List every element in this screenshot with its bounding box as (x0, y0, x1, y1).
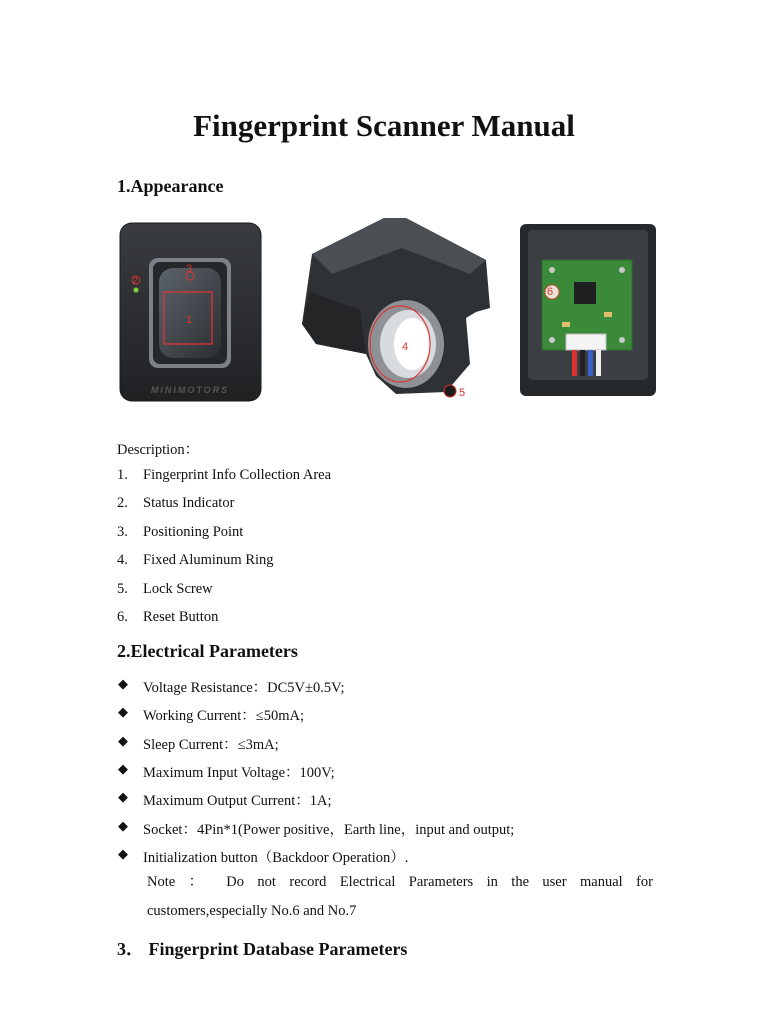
brand-logo: MINIMOTORS (150, 385, 230, 395)
scanner-side-image (296, 214, 492, 404)
bullet-icon: ◆ (118, 704, 128, 719)
callout-2: 2 (132, 275, 139, 287)
scanner-front-image (118, 220, 264, 404)
description-number: 2. (117, 495, 128, 511)
description-item: Reset Button (143, 609, 219, 625)
description-item: Status Indicator (143, 495, 235, 511)
section-heading-database: 3． Fingerprint Database Parameters (117, 939, 408, 959)
callout-6: 6 (547, 286, 554, 298)
parameter-item: Socket：4Pin*1(Power positive，Earth line，input and output; (143, 822, 515, 838)
bullet-icon: ◆ (118, 761, 128, 776)
bullet-icon: ◆ (118, 676, 128, 691)
description-item: Fixed Aluminum Ring (143, 552, 274, 568)
description-item: Positioning Point (143, 524, 244, 540)
callout-1: 1 (186, 314, 193, 326)
callout-4: 4 (402, 341, 409, 353)
parameter-item: Maximum Input Voltage：100V; (143, 765, 335, 781)
note-line-1: Note ： Do not record Electrical Parameters in the user manual for (147, 874, 653, 890)
description-number: 3. (117, 524, 128, 540)
bullet-icon: ◆ (118, 846, 128, 861)
scanner-pcb-image (518, 222, 658, 398)
description-number: 1. (117, 467, 128, 483)
bullet-icon: ◆ (118, 733, 128, 748)
parameter-item: Initialization button（Backdoor Operation）. (143, 850, 409, 866)
bullet-icon: ◆ (118, 818, 128, 833)
description-item: Fingerprint Info Collection Area (143, 467, 332, 483)
parameter-item: Sleep Current：≤3mA; (143, 737, 279, 753)
description-item: Lock Screw (143, 581, 213, 597)
section-heading-appearance: 1.Appearance (117, 176, 224, 196)
description-number: 6. (117, 609, 128, 625)
section-heading-electrical: 2.Electrical Parameters (117, 641, 298, 661)
note-line-2: customers,especially No.6 and No.7 (147, 903, 357, 919)
description-label: Description： (117, 442, 200, 458)
description-number: 4. (117, 552, 128, 568)
callout-3: 3 (186, 263, 193, 275)
bullet-icon: ◆ (118, 789, 128, 804)
description-number: 5. (117, 581, 128, 597)
parameter-item: Working Current：≤50mA; (143, 708, 305, 724)
parameter-item: Maximum Output Current：1A; (143, 793, 332, 809)
status-led-icon (134, 288, 139, 293)
callout-5: 5 (459, 387, 466, 399)
page-title: Fingerprint Scanner Manual (193, 108, 575, 143)
parameter-item: Voltage Resistance：DC5V±0.5V; (143, 680, 345, 696)
